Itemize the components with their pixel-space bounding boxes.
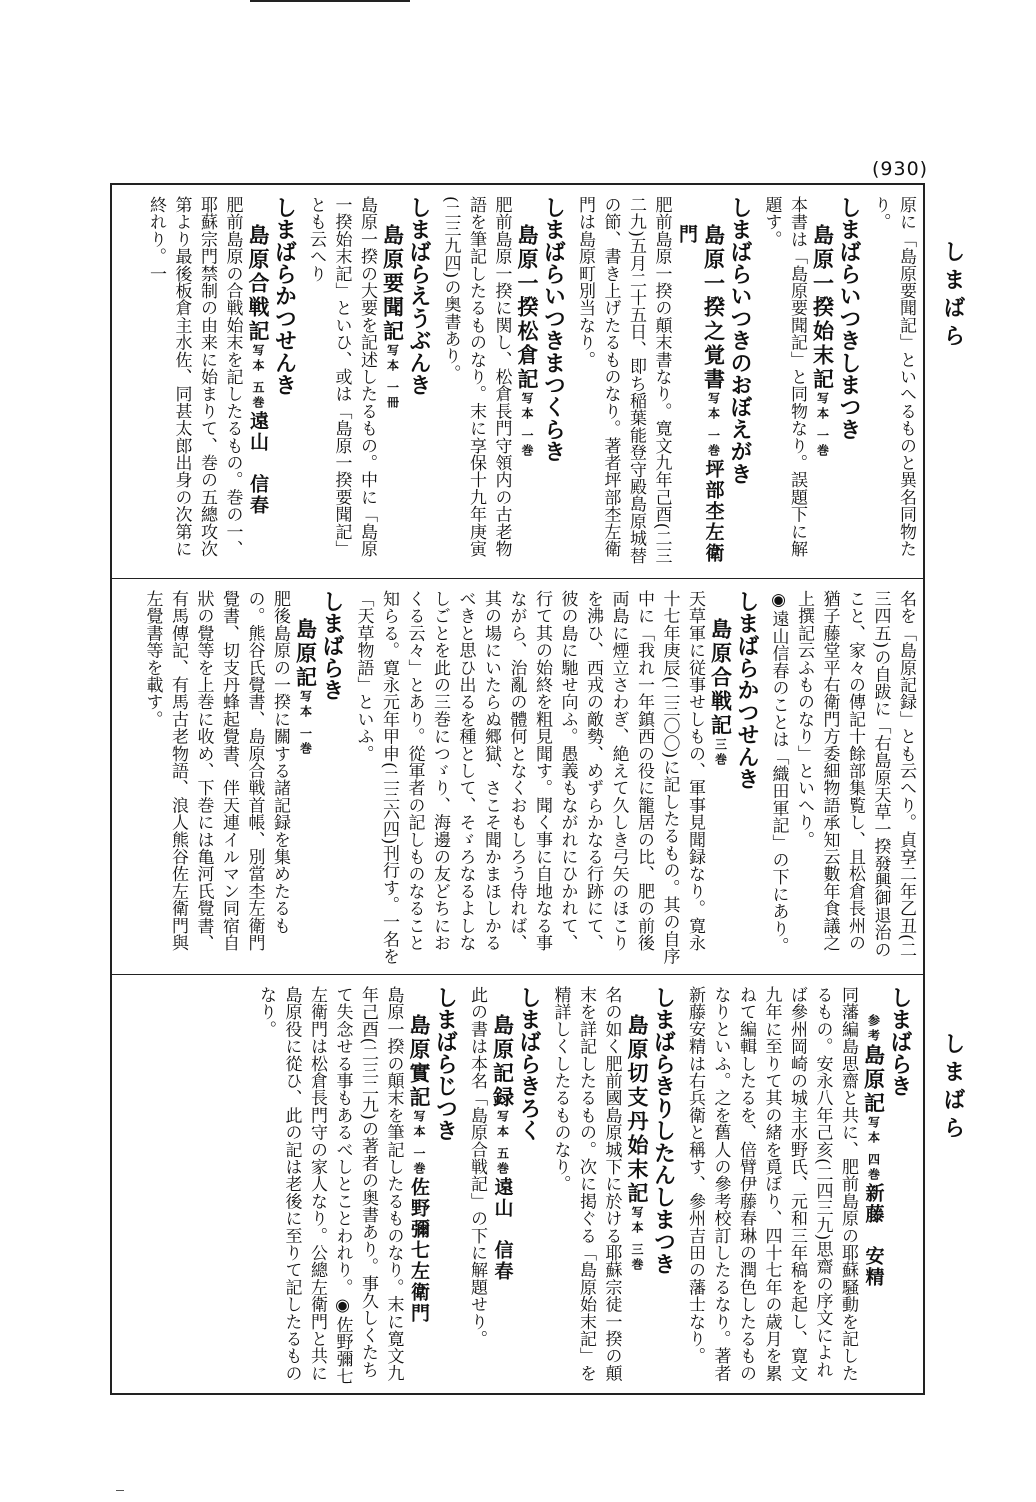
entry-title-line xyxy=(406,986,433,1386)
tier-bottom-text xyxy=(118,986,918,1386)
entry-author: 遠山 信春 xyxy=(491,1177,514,1283)
entry-title: 島原記 xyxy=(861,1044,887,1116)
entry-meta: 三巻 xyxy=(713,738,728,768)
entry-headword: しまばらきろく xyxy=(516,986,541,1142)
entry-author: 坪部杢左衛門 xyxy=(676,224,725,565)
entry-text: 天草軍に従事せしもの、軍事見聞録なり。寛永十七年庚辰(二三〇〇)に記したるもの。其の自序中に「我れ一年鎮西の役に籠居の比、肥の前後両島に煙立さわぎ、絶えて久しき弓矢のほこりを沸ひ、西戎の敵勢、めずらかなる行跡にて、彼の島に馳せ向ふ。愚義もながれにひかれて、行て其の始終を粗見聞す。聞く事に自地なる事ながら、治亂の體何となくおもしろう侍れば、其の場にいたらぬ郷獄、さこそ聞かまほしかるべきと思ひ出るを種として、そゞろなるよしなしごとを此の三巻につゞり、海邊の友どちにおくる云々」とあり。從軍者の記しものなること知らる。寛永元年甲申(二三六四)刊行す。一名を「天草物語」といふ。 xyxy=(353,590,705,965)
entry-meta: 写本 一冊 xyxy=(385,344,400,412)
entry-title-line xyxy=(860,986,887,1386)
tier-top xyxy=(118,196,918,572)
entry-headword: しまばらいつきまつくらき xyxy=(540,196,566,463)
entry-author: 新藤 安精 xyxy=(862,1183,885,1289)
entry-text: 同藩編島思齋と共に、肥前島原の耶蘇騒動を記したるもの。安永八年己亥(二四三九)思齋の序文によれば參州岡崎の城主水野氏、元和三年稿を起し、寛文九年に至りて其の緒を覓ぼり、四十七年の歳月を累ねて編輯したるを、倍臂伊藤春琳の潤色したるものなりといふ。之を舊人の參考校訂したるなり。著者新藤安精は右兵衛と稱す、參州吉田の藩士なり。 xyxy=(685,986,858,1382)
entry-meta: 写本 一巻 xyxy=(520,392,534,460)
entry-title: 島原合戦記 xyxy=(246,224,271,344)
entry-prefix: 参考 xyxy=(866,1014,881,1044)
entry-title-line xyxy=(379,196,406,572)
entry-meta: 写本 五巻 xyxy=(251,344,265,412)
entry-text: 島原一揆の顛末を筆記したるものなり。末に寛文九年己酉(二三二九)の著者の奥書あり。事久しくたちて失念せる事もあるべしとことわれり。◉佐野彌七左衛門は松倉長門守の家人なり。公總左衛門と共に島原役に從ひ、此の記は老後に至りて記したるものなり。 xyxy=(256,986,404,1385)
entry-meta: 写本 一巻 xyxy=(298,690,313,758)
entry-title: 島原要聞記 xyxy=(380,224,406,344)
entry-title: 島原記録 xyxy=(490,1014,516,1110)
entry-text: 肥前島原の合戦始末を記したるもの。巻の一、耶蘇宗門禁制の由来に始まりて、巻の五總攻次第より最後板倉主水佐、同甚太郎出身の次第に終れり。一 xyxy=(146,196,243,558)
entry-title: 島原切支丹始末記 xyxy=(625,1014,650,1206)
entry-text: 此の書は本名「島原合戦記」の下に解題せり。 xyxy=(467,986,487,1348)
entry-text: 名の如く肥前國島原城下に於ける耶蘇宗徒一揆の顛末を詳記したるもの。次に掲ぐる「島原始末記」を精詳しくしたるものなり。 xyxy=(550,986,622,1382)
entry-title: 島原一揆之覚書 xyxy=(701,224,727,392)
entry-text: 肥前島原一揆に関し、松倉長門守領内の古老物語を筆記したるものなり。末に享保十九年庚寅(二三九四)の奥書あり。 xyxy=(440,196,512,558)
entry-headword: しまばらいつきしまつき xyxy=(836,196,861,441)
running-head-top: しまばら xyxy=(940,240,965,352)
entry-text: 本書は「島原要聞記」と同物なり。誤題下に解題す。 xyxy=(761,196,807,558)
top-rule xyxy=(250,0,410,8)
entry-title: 島原一揆松倉記 xyxy=(515,224,540,392)
entry-headword: しまばらかつせんき xyxy=(734,590,759,790)
running-head-bottom: しまばら xyxy=(940,1032,965,1144)
entry-author: 佐野彌七左衛門 xyxy=(408,1177,430,1325)
entry-headword: しまばらきりしたんしまつき xyxy=(650,986,676,1275)
page-number: (930) xyxy=(872,158,929,180)
entry-title-line xyxy=(674,196,727,572)
entry-text: 島原一揆の大要を記述したるもの。中に「島原一揆始末記」といひ、或は「島原一揆要聞記」とも云へり xyxy=(306,196,377,558)
entry-title: 島原合戦記 xyxy=(708,618,734,738)
entry-headword: しまばらじつき xyxy=(432,986,458,1142)
entry-title-line xyxy=(514,196,541,572)
entry-text: 肥後島原の一揆に關する諸記録を集めたるもの。熊谷氏覺書、島原合戦首帳、別當杢左衛門覺書、切支丹蜂起覺書、伴天連イルマン同宿自狀の覺等を上巻に收め、下巻には亀河氏覺書、有馬傳記、有馬古老物語、浪人熊谷佐左衛門與左覺書等を載す。 xyxy=(142,590,290,952)
tier-divider-1 xyxy=(110,578,925,579)
tier-middle-text xyxy=(118,590,918,966)
entry-title-line xyxy=(624,986,651,1386)
entry-meta: 写本 一巻 xyxy=(815,392,830,460)
entry-text: 肥前島原一揆の顛末書なり。寛文九年己酉(二三二九)五月二十五日、即ち稲葉能登守殿島原城替の節、書き上げたるものなり。著者坪部杢左衛門は島原町別当なり。 xyxy=(575,196,672,565)
entry-meta: 写本 三巻 xyxy=(630,1206,644,1274)
tier-divider-2 xyxy=(110,974,925,975)
reference-note: ◉遠山信春のことは「織田軍記」の下にあり。 xyxy=(768,590,789,955)
entry-title: 島原一揆始末記 xyxy=(810,224,836,392)
continuation-text: 原に「島原要聞記」といへるものと異名同物たり。 xyxy=(870,196,916,558)
footer-mark xyxy=(116,1490,124,1491)
entry-meta: 写本 四巻 xyxy=(866,1116,881,1184)
entry-title-line xyxy=(707,590,734,966)
entry-title-line xyxy=(489,986,516,1386)
entry-title: 島原記 xyxy=(293,618,319,690)
entry-meta: 写本 一巻 xyxy=(706,392,721,460)
tier-bottom xyxy=(118,986,918,1386)
continuation-text: 名を「島原記録」とも云へり。貞享二年乙丑(二三四五)の自跋に「右島原天草一揆發興御退治のこと、家々の傳記十餘部集覧し、且松倉長州の猶子藤堂平右衛門方委細物語承知云數年食議之上撰記云ふものなり」といへり。 xyxy=(794,590,916,959)
entry-title-line xyxy=(245,196,272,572)
tier-top-text xyxy=(118,196,918,572)
entry-title: 島原實記 xyxy=(407,1014,432,1110)
entry-headword: しまばらえうぶんき xyxy=(406,196,431,396)
entry-title-line xyxy=(809,196,836,572)
entry-headword: しまばらき xyxy=(887,986,912,1097)
tier-middle xyxy=(118,590,918,966)
entry-headword: しまばらかつせんき xyxy=(271,196,297,396)
entry-meta: 写本 五巻 xyxy=(495,1110,510,1178)
entry-headword: しまばらいつきのおぼえがき xyxy=(727,196,752,485)
entry-author: 遠山 信春 xyxy=(247,411,269,517)
entry-title-line xyxy=(292,590,319,966)
entry-meta: 写本 一巻 xyxy=(412,1110,426,1178)
entry-headword: しまばらき xyxy=(319,590,344,701)
